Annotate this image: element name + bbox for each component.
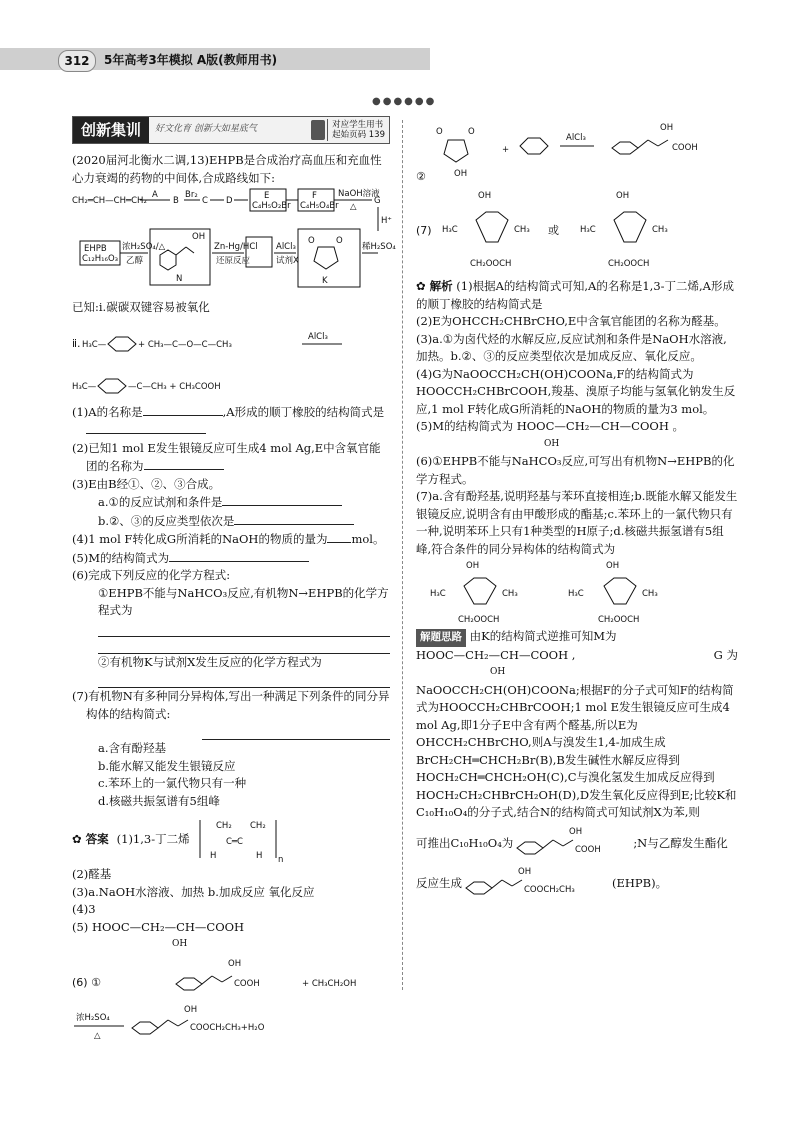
condition-b: b.能水解又能发生银镜反应 [98, 758, 236, 773]
question-intro: (2020届河北衡水二调,13)EHPB是合成治疗高血压和充血性心力衰竭的药物的中间体,合成路线如下: [72, 153, 382, 185]
answer-label: ✿ 答案 [72, 832, 109, 847]
rubber-ch2: CH₂ [215, 821, 232, 831]
left-column [72, 116, 396, 1054]
route-ethanol: 乙醇 [126, 256, 144, 266]
think-label: 解题思路 [416, 629, 466, 647]
oh-label: OH [184, 1004, 198, 1015]
section-banner [72, 116, 390, 144]
oh-label: OH [454, 169, 468, 179]
answer-blank[interactable] [143, 403, 223, 416]
question-6: (6)完成下列反应的化学方程式: [72, 568, 231, 582]
answer-6-equation [72, 956, 390, 1052]
route-dilute: 稀H₂SO₄ [362, 242, 396, 252]
route-b: B [173, 196, 179, 206]
route-c: C [202, 196, 208, 206]
rubber-ch2: CH₂ [249, 821, 266, 831]
oh-label: OH [228, 958, 242, 969]
cooet-label: COOCH₂CH₃ [524, 884, 575, 895]
oh-label: OH [466, 561, 480, 571]
question-4: (4)1 mol F转化成G所消耗的NaOH的物质的量为 mol。 [72, 532, 385, 546]
route-label-br2: Br₂ [185, 190, 198, 200]
rubber-n: n [277, 855, 283, 865]
answer-1-row [72, 814, 390, 866]
h3c-label: H₃C [442, 225, 458, 235]
route-g: G [374, 196, 381, 206]
route-heat: △ [350, 202, 357, 212]
analysis-3: (3)a.①为卤代烃的水解反应,反应试剂和条件是NaOH水溶液,加热。b.②、③的反应类型依次是加成反应、氧化反应。 [416, 331, 727, 363]
banner-slogan: 好文化育 创新大如星底气 [155, 124, 257, 135]
question-1: (1)A的名称是 ,A形成的顺丁橡胶的结构简式是 [72, 403, 390, 440]
route-naoh: NaOH溶液 [338, 189, 380, 199]
answer-1: (1)1,3-丁二烯 [116, 832, 190, 847]
think-m: HOOC—CH₂—CH—COOH , G 为 [416, 647, 738, 662]
page-header [0, 0, 800, 76]
rubber-h: H [209, 851, 217, 861]
question-3: (3)E由B经①、②、③合成。 [72, 476, 221, 491]
oh-label: OH [478, 191, 492, 201]
answer-blank[interactable] [234, 512, 354, 525]
answer-7-label: (7) [416, 224, 432, 237]
rubber-structure [196, 816, 286, 864]
answer-5-oh: OH [172, 939, 188, 949]
answer-blank[interactable] [327, 530, 351, 543]
question-2: (2)已知1 mol E发生银镜反应可生成4 mol Ag,E中含氧官能团的名称为 [72, 440, 381, 473]
answer-6-heat: △ [94, 1030, 101, 1041]
answer-3: (3)a.NaOH水溶液、加热 b.加成反应 氧化反应 [72, 884, 315, 899]
ch2oocch-label: CH₂OOCH [598, 615, 640, 625]
answer-7-isomers [416, 190, 738, 276]
route-alcl3: AlCl₃ [276, 242, 296, 252]
known-ii-left: H₃C— [82, 339, 107, 350]
answer-blank[interactable] [144, 457, 224, 470]
ch3-label: CH₃ [514, 225, 530, 235]
route-e-formula: C₄H₅O₂Br [252, 201, 291, 211]
known-ii-alcl3: AlCl₃ [308, 331, 328, 342]
reference-line: 对应学生用书 [332, 120, 384, 130]
think-2: NaOOCCH₂CH(OH)COONa;根据F的分子式可知F的结构简式为HOOCCH₂CHBrCOOH;1 mol E发生银镜反应可生成4 mol Ag,即1分子E中含有两个醛基,所以E为OHCCH₂CHBrCHO,则A与溴发生1,4-加成生成BrCH₂CH═CHCH₂Br(B),B发生碱性水解反应得到HOCH₂CH═CHCH₂OH(C),C与溴化氢发生加成反应得到HOCH₂CH₂CHBrCH₂OH(D),D发生氧化反应得到E;比较K和C₁₀H₁₀O₄的分子式,结合N的结构简式可知试剂X为苯,则 [416, 682, 737, 819]
answer-6-plus: + CH₃CH₂OH [302, 978, 357, 989]
route-znhg: Zn-Hg/HCl [214, 242, 258, 252]
route-o: O [308, 236, 315, 246]
known-ii-product-right: —C—CH₃ + CH₃COOH [128, 381, 221, 392]
answer-6-2-label: ② [416, 170, 426, 183]
condition-d: d.核磁共振氢谱有5组峰 [98, 793, 220, 808]
route-f: F [312, 191, 317, 201]
route-label-a: A [152, 190, 158, 200]
route-reagent-x: 试剂X [276, 256, 299, 266]
c10h10o4-structure [513, 826, 633, 862]
route-k: K [322, 276, 328, 286]
route-start: CH₂═CH—CH═CH₂ [72, 196, 147, 206]
think-4-pre: 反应生成 [416, 875, 462, 890]
think-3-post: ;N与乙醇发生酯化 [633, 835, 728, 850]
plus-sign: + [502, 145, 510, 155]
answer-2: (2)醛基 [72, 867, 112, 881]
think-3-pre: 可推出C₁₀H₁₀O₄为 [416, 835, 514, 850]
answer-blank[interactable] [98, 639, 390, 654]
h3c-label: H₃C [580, 225, 596, 235]
ch3-label: CH₃ [642, 589, 658, 599]
divider-dots: ●●●●●● [372, 96, 437, 107]
answer-6-product: COOCH₂CH₃+H₂O [190, 1022, 265, 1033]
oh-label: OH [569, 826, 583, 837]
h3c-label: H₃C [568, 589, 584, 599]
rubber-cc: C═C [225, 837, 243, 847]
answer-6-cond: 浓H₂SO₄ [76, 1012, 110, 1023]
cooh-label: COOH [234, 978, 260, 989]
route-o: O [336, 236, 343, 246]
answer-6-label: (6) ① [72, 975, 101, 989]
route-d: D [226, 196, 233, 206]
known-ii-label: ⅱ. [72, 336, 81, 350]
answer-blank[interactable] [98, 622, 390, 637]
cooh-label: COOH [575, 844, 602, 855]
route-ehpb-formula: C₁₂H₁₆O₃ [82, 254, 119, 264]
answer-blank[interactable] [98, 673, 390, 688]
analysis-label: ✿ 解析 [416, 279, 453, 293]
answer-5: (5) HOOC—CH₂—CH—COOH [72, 919, 245, 934]
answer-6-2-equation [416, 118, 738, 188]
rubber-h: H [255, 851, 263, 861]
analysis-7: (7)a.含有酚羟基,说明羟基与苯环直接相连;b.既能水解又能发生银镜反应,说明含有由甲酸形成的酯基;c.苯环上的一氯代物只有一种,说明苯环上只有1种类型的H原子;d.核磁共振氢谱有5组峰,符合条件的同分异构体的结构简式为 [416, 489, 738, 556]
route-znhg-note: 还原反应 [216, 256, 251, 266]
analysis-4: (4)G为NaOOCCH₂CH(OH)COONa,F的结构简式为HOOCCH₂CHBrCOOH,羧基、溴原子均能与氢氧化钠发生反应,1 mol F转化成G所消耗的NaOH的物质的量为3 mol。 [416, 366, 736, 416]
answer-4: (4)3 [72, 902, 96, 916]
condition-a: a.含有酚羟基 [98, 741, 167, 755]
synthesis-route-diagram [72, 189, 396, 297]
route-e: E [264, 191, 270, 201]
book-icon [311, 120, 325, 140]
cooh-label: COOH [672, 143, 698, 153]
answer-blank[interactable] [169, 549, 309, 562]
banner-title: 创新集训 [73, 117, 149, 143]
reference-line: 起始页码 139 [332, 130, 385, 140]
ch2oocch-label: CH₂OOCH [458, 615, 500, 625]
think-4 [416, 864, 738, 904]
column-divider [402, 120, 403, 990]
route-oh: OH [192, 232, 206, 242]
banner-reference [327, 119, 389, 141]
ring-o: O [468, 127, 475, 137]
analysis-2: (2)E为OHCCH₂CHBrCHO,E中含氧官能团的名称为醛基。 [416, 314, 726, 328]
analysis-5: (5)M的结构简式为 HOOC—CH₂—CH—COOH 。 [416, 419, 685, 433]
think-4-post: (EHPB)。 [612, 875, 668, 890]
think-m-oh: OH [490, 667, 506, 677]
known-ii-reagents: + CH₃—C—O—C—CH₃ [138, 339, 232, 350]
oh-label: OH [660, 123, 674, 133]
page-number: 312 [58, 50, 96, 72]
question-3a: a.①的反应试剂和条件是 [72, 493, 390, 512]
analysis-5-oh: OH [544, 438, 560, 449]
oh-label: OH [616, 191, 630, 201]
answer-blank[interactable] [86, 421, 206, 434]
question-6-1: ①EHPB不能与NaHCO₃反应,有机物N→EHPB的化学方程式为 [98, 585, 389, 617]
route-n: N [176, 274, 183, 284]
ch3-label: CH₃ [502, 589, 518, 599]
analysis-isomers [416, 560, 738, 626]
analysis-1: ✿ 解析 (1)根据A的结构简式可知,A的名称是1,3-丁二烯,A形成的顺丁橡胶的结构简式是 [416, 279, 734, 311]
route-ehpb: EHPB [84, 244, 107, 254]
answer-blank[interactable] [222, 493, 342, 506]
route-conc-h2so4: 浓H₂SO₄/△ [122, 242, 166, 252]
question-5: (5)M的结构简式为 [72, 549, 390, 568]
oh-label: OH [606, 561, 620, 571]
right-column [416, 116, 738, 904]
think-1: 解题思路 由K的结构简式逆推可知M为 [416, 628, 738, 647]
h3c-label: H₃C [430, 589, 446, 599]
condition-c: c.苯环上的一氯代物只有一种 [98, 776, 247, 790]
known-ii-product-left: H₃C— [72, 381, 97, 392]
or-word: 或 [548, 224, 559, 237]
ring-o: O [436, 127, 443, 137]
alcl3-label: AlCl₃ [566, 133, 586, 143]
question-3b: b.②、③的反应类型依次是 [72, 512, 390, 531]
question-7: (7)有机物N有多种同分异构体,写出一种满足下列条件的同分异构体的结构简式: [72, 689, 390, 721]
question-6-2: ②有机物K与试剂X发生反应的化学方程式为 [98, 654, 322, 669]
known-condition-1: 已知:ⅰ.碳碳双键容易被氧化 [72, 300, 210, 314]
book-title: 5年高考3年模拟 A版(教师用书) [104, 53, 278, 67]
ch3-label: CH₃ [652, 225, 668, 235]
route-f-formula: C₄H₅O₄Br [300, 201, 339, 211]
known-reaction-ii [72, 319, 390, 401]
ehpb-structure [462, 866, 612, 902]
answer-blank[interactable] [202, 725, 390, 740]
oh-label: OH [518, 866, 532, 877]
think-3 [416, 824, 738, 864]
route-h: H⁺ [381, 216, 392, 226]
ch2oocch-label: CH₂OOCH [608, 259, 650, 269]
analysis-6: (6)①EHPB不能与NaHCO₃反应,可写出有机物N→EHPB的化学方程式。 [416, 454, 735, 486]
ch2oocch-label: CH₂OOCH [470, 259, 512, 269]
